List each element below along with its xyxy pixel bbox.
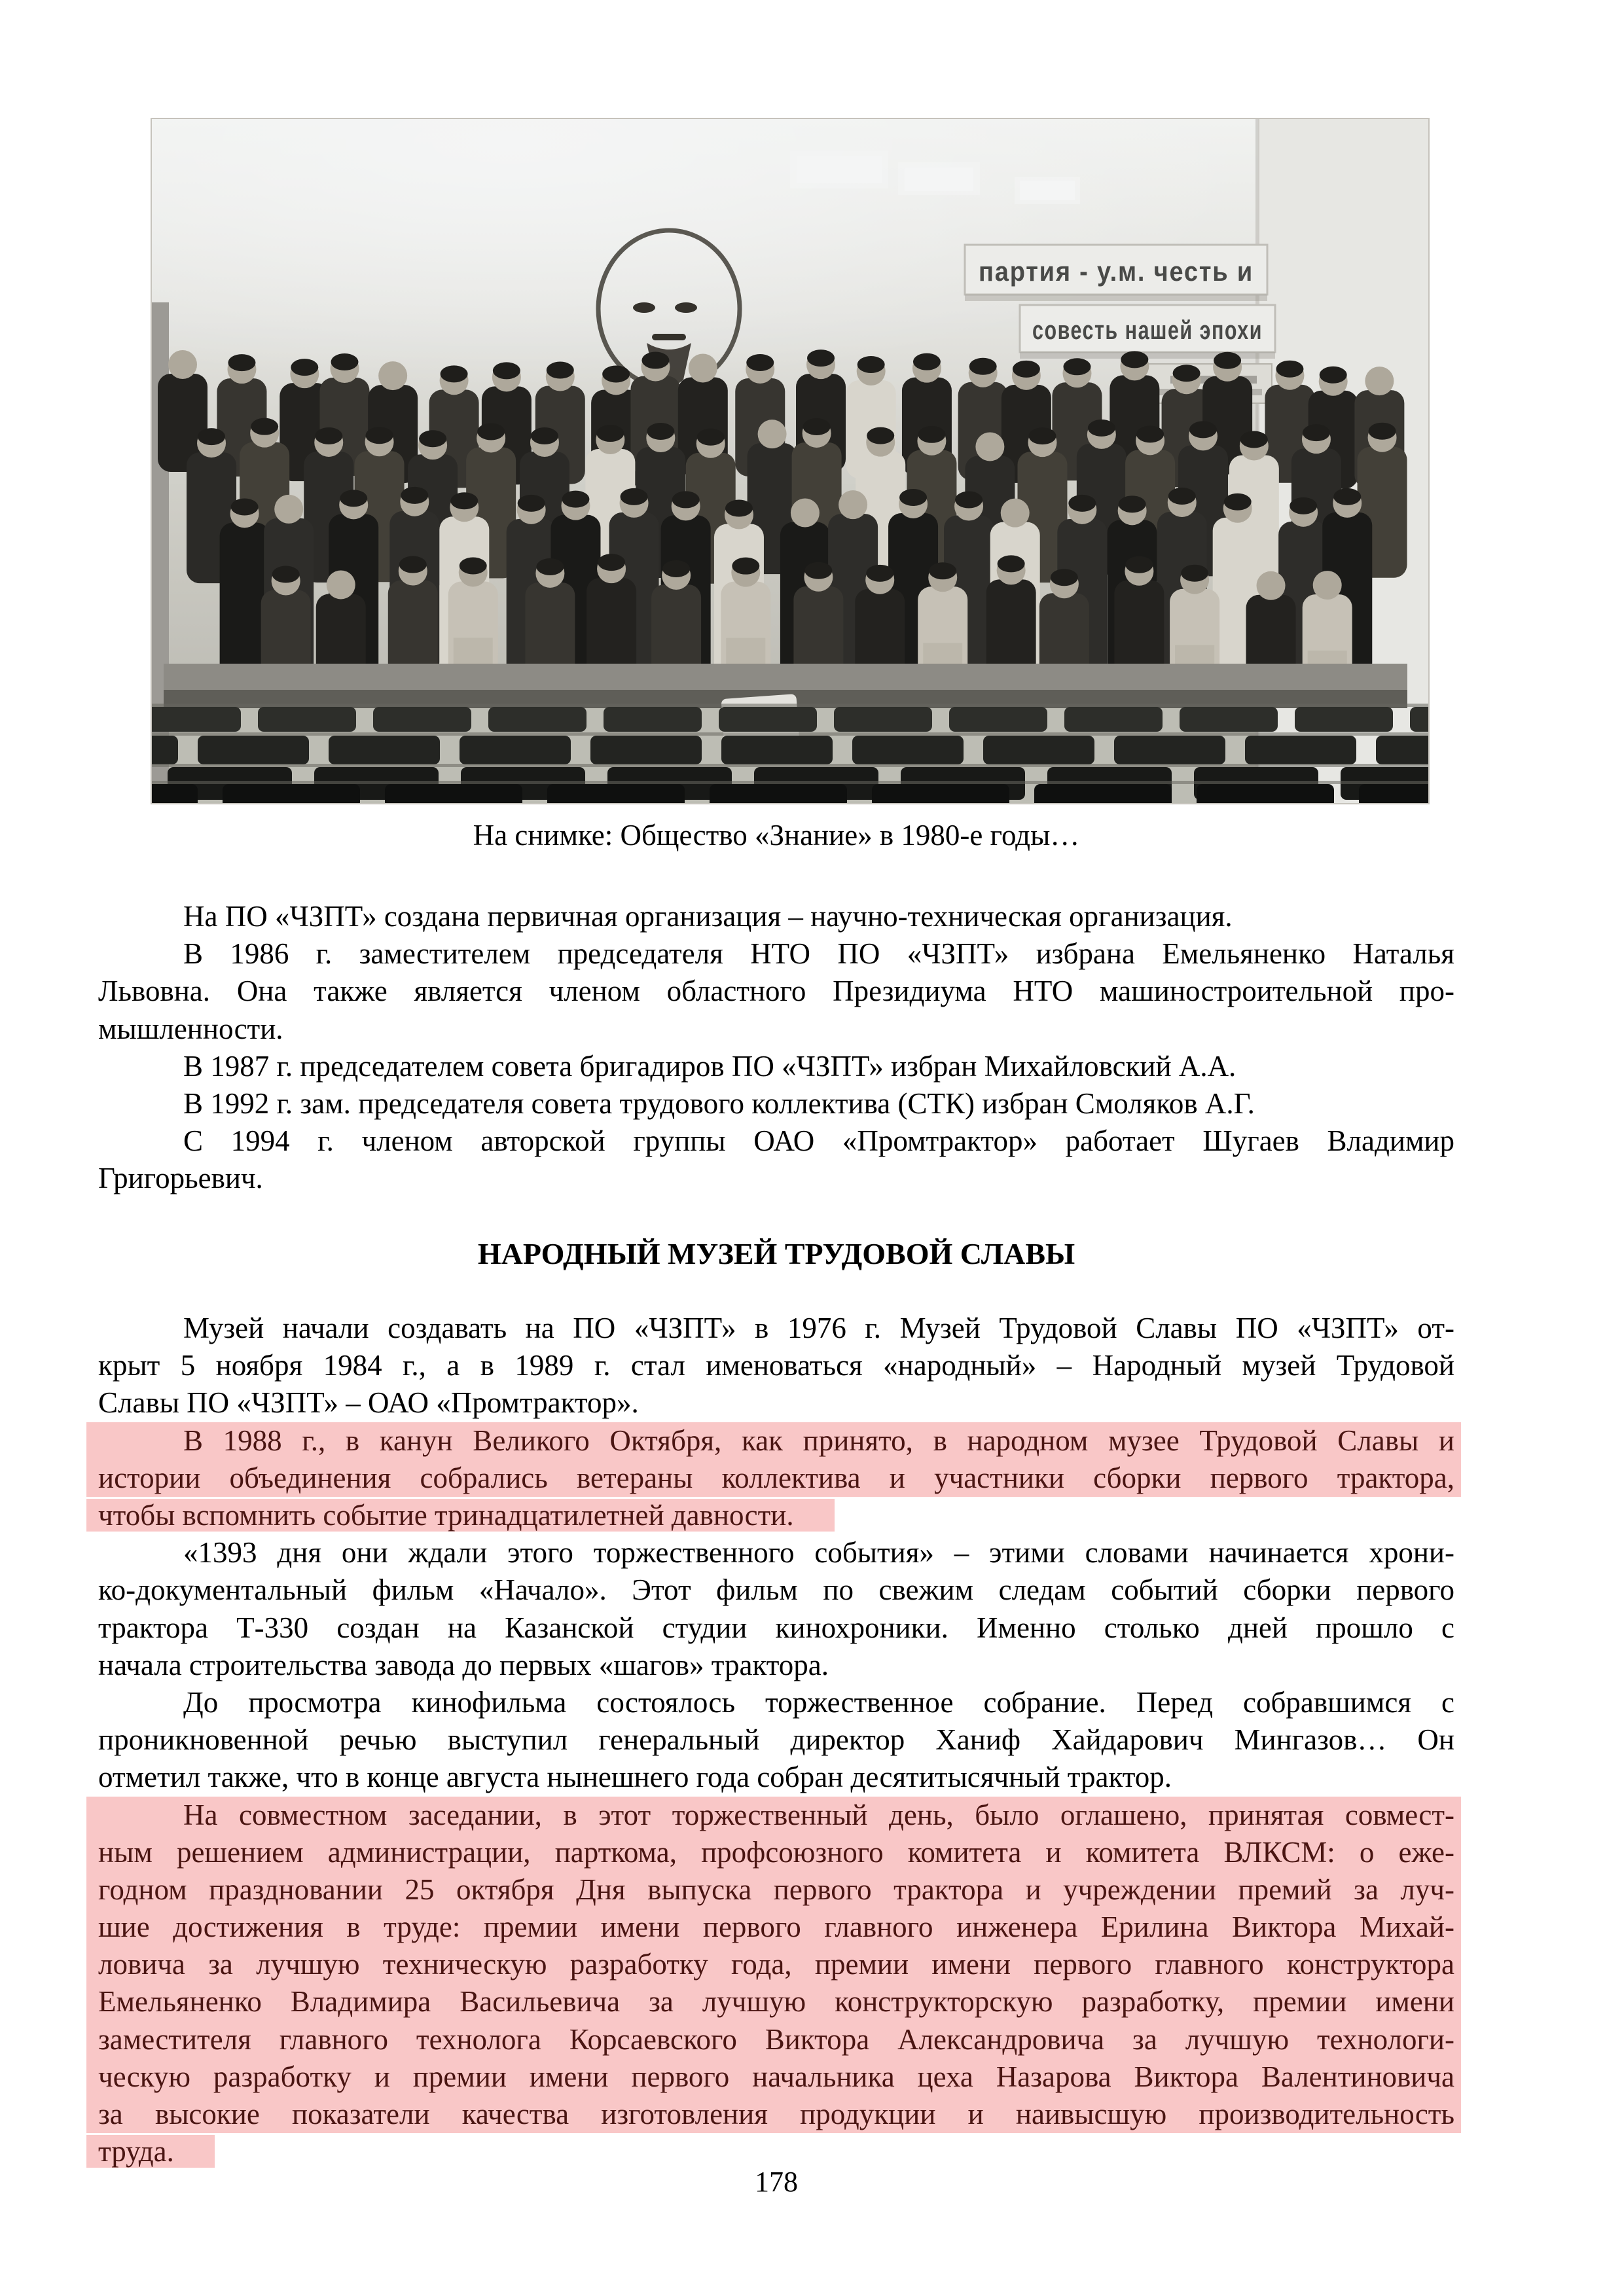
text-line-highlighted (98, 1497, 1454, 1534)
text-line-highlighted: ловича за лучшую техническую разработку года, премии имени первого главного конструктора (86, 1946, 1461, 1983)
text-line: трактора Т-330 создан на Казанской студии кинохроники. Именно столько дней прошло с (98, 1611, 1454, 1644)
text-line: В 1986 г. заместителем председателя НТО ПО «ЧЗПТ» избрана Емельяненко Наталья (183, 937, 1454, 971)
text-line: В 1992 г. зам. председателя совета трудового коллектива (СТК) избран Смоляков А.Г. (183, 1086, 1255, 1120)
highlight-span: чтобы вспомнить событие тринадцатилетней давности. (86, 1499, 835, 1532)
text-line-highlighted: В 1988 г., в канун Великого Октября, как принято, в народном музее Трудовой Славы и (86, 1422, 1461, 1460)
text-line: Львовна. Она также является членом областного Президиума НТО машиностроительной про- (98, 975, 1454, 1008)
banner-text-line1: партия - у.м. честь и (979, 256, 1254, 287)
group-photo-canvas (152, 119, 1428, 803)
text-line-highlighted: ческую разработку и премии имени первого начальника цеха Назарова Виктора Валентиновича (86, 2058, 1461, 2096)
text-line-highlighted: шие достижения в труде: премии имени первого главного инженера Ерилина Виктора Михай- (86, 1909, 1461, 1946)
text-line-highlighted: за высокие показатели качества изготовления продукции и наивысшую производительность (86, 2096, 1461, 2133)
text-line: крыт 5 ноября 1984 г., а в 1989 г. стал именоваться «народный» – Народный музей Трудовой (98, 1349, 1454, 1382)
text-line: мышленности. (98, 1012, 283, 1045)
text-line: Григорьевич. (98, 1162, 263, 1195)
text-line-highlighted: годном праздновании 25 октября Дня выпуска первого трактора и учреждении премий за луч- (86, 1871, 1461, 1909)
text-line: начала строительства завода до первых «шагов» трактора. (98, 1648, 829, 1681)
banner-text-line2: совесть нашей эпохи (1032, 316, 1263, 345)
text-line: ко-документальный фильм «Начало». Этот фильм по свежим следам событий сборки первого (98, 1573, 1454, 1607)
text-line-highlighted: истории объединения собрались ветераны коллектива и участники сборки первого трактора, (86, 1460, 1461, 1497)
text-line: С 1994 г. членом авторской группы ОАО «Промтрактор» работает Шугаев Владимир (183, 1124, 1454, 1158)
section-heading: НАРОДНЫЙ МУЗЕЙ ТРУДОВОЙ СЛАВЫ (477, 1236, 1075, 1270)
text-line: До просмотра кинофильма состоялось торжественное собрание. Перед собравшимся с (183, 1685, 1454, 1719)
text-line: «1393 дня они ждали этого торжественного события» – этими словами начинается хрони- (183, 1536, 1454, 1570)
page-number: 178 (755, 2166, 798, 2198)
highlight-span: труда. (86, 2135, 215, 2168)
text-line-highlighted: ным решением администрации, парткома, профсоюзного комитета и комитета ВЛКСМ: о еже- (86, 1834, 1461, 1871)
text-line: проникновенной речью выступил генеральный директор Ханиф Хайдарович Мингазов… Он (98, 1723, 1454, 1757)
text-line-highlighted: Емельяненко Владимира Васильевича за лучшую конструкторскую разработку, премии имени (86, 1983, 1461, 2020)
text-line: отметил также, что в конце августа нынешнего года собран десятитысячный трактор. (98, 1761, 1172, 1794)
text-line: Музей начали создавать на ПО «ЧЗПТ» в 1976 г. Музей Трудовой Славы ПО «ЧЗПТ» от- (183, 1312, 1454, 1345)
text-line: На ПО «ЧЗПТ» создана первичная организация – научно-техническая организация. (183, 900, 1233, 933)
body-text (98, 898, 1454, 2170)
photo-tint (152, 119, 1428, 803)
spacer (98, 1198, 1454, 1235)
text-line: В 1987 г. председателем совета бригадиров ПО «ЧЗПТ» избран Михайловский А.А. (183, 1049, 1236, 1083)
text-line: Славы ПО «ЧЗПТ» – ОАО «Промтрактор». (98, 1386, 639, 1420)
photo-caption: На снимке: Общество «Знание» в 1980-е годы… (473, 819, 1080, 852)
text-line-highlighted: На совместном заседании, в этот торжественный день, было оглашено, принятая совмест- (86, 1797, 1461, 1834)
spacer (98, 1272, 1454, 1310)
text-line-highlighted: заместителя главного технолога Корсаевского Виктора Александровича за лучшую технологи- (86, 2021, 1461, 2058)
group-photo (151, 118, 1430, 804)
